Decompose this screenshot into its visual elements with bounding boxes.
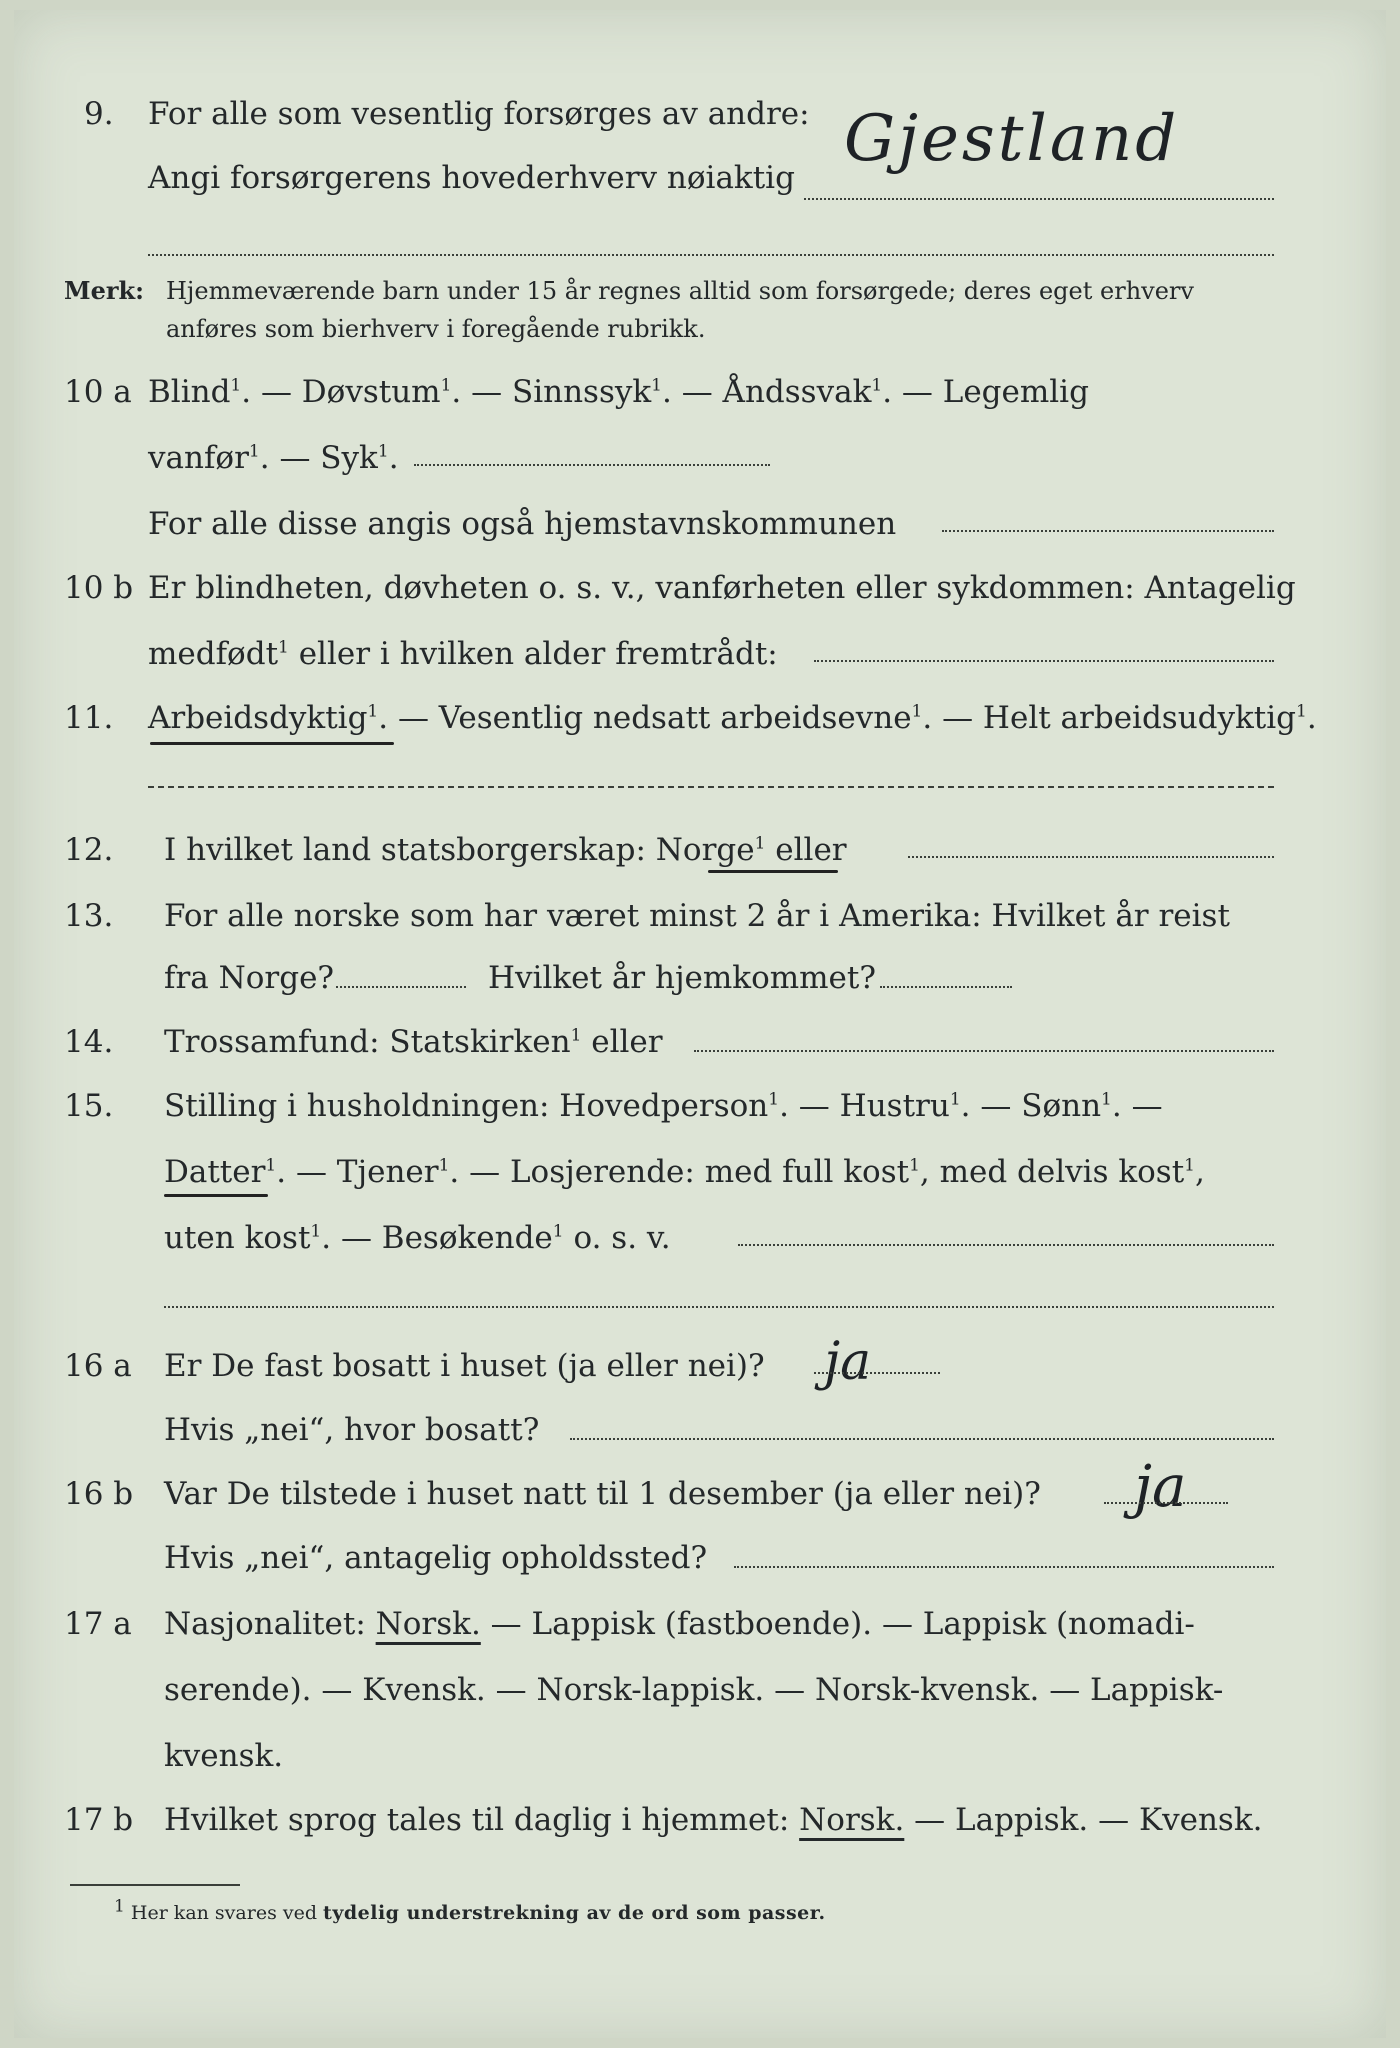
q15-line3: uten kost$^1$. — Besøkende$^1$ o. s. v.: [164, 1220, 671, 1256]
q16b-answer-line: [1104, 1502, 1228, 1504]
q15-number: 15.: [64, 1088, 114, 1124]
q13-hjemkommet-line: [880, 986, 1012, 988]
q16b-opholdssted-line: [734, 1566, 1274, 1568]
q17b-option-norsk[interactable]: Norsk.: [799, 1802, 905, 1838]
q9-number: 9.: [84, 96, 114, 132]
q9-answer-line: [804, 198, 1274, 200]
q9-extra-line: [148, 254, 1274, 256]
merk-line2: anføres som bierhverv i foregående rubrikk.: [166, 315, 706, 343]
q17a-line2: serende). — Kvensk. — Norsk-lappisk. — Norsk-kvensk. — Lappisk-: [164, 1672, 1224, 1708]
q17a-line1: Nasjonalitet: Norsk. — Lappisk (fastboende). — Lappisk (nomadi-: [164, 1606, 1195, 1642]
merk-line1: Hjemmeværende barn under 15 år regnes alltid som forsørgede; deres eget erhverv: [166, 277, 1194, 305]
q10b-line2: medfødt$^1$ eller i hvilken alder fremtrådt:: [148, 636, 778, 672]
q11-line: Arbeidsdyktig$^1$. — Vesentlig nedsatt arbeidsevne$^1$. — Helt arbeidsudyktig$^1$.: [148, 700, 1317, 736]
q16a-handwritten-answer[interactable]: ja: [824, 1332, 872, 1392]
q14-line: Trossamfund: Statskirken$^1$ eller: [164, 1024, 663, 1060]
q9-line1: For alle som vesentlig forsørges av andre:: [148, 96, 810, 132]
q9-line2: Angi forsørgerens hovederhverv nøiaktig: [148, 160, 795, 196]
q11-number: 11.: [64, 700, 114, 736]
q10a-hjemstavn-line: [942, 530, 1274, 532]
q15-underline-mark: [164, 1194, 268, 1197]
q15-line1: Stilling i husholdningen: Hovedperson$^1$. — Hustru$^1$. — Sønn$^1$. —: [164, 1088, 1163, 1124]
q11-extra-line: [148, 786, 1274, 788]
q10a-line3: For alle disse angis også hjemstavnskommunen: [148, 506, 897, 542]
q17b-line: Hvilket sprog tales til daglig i hjemmet: Norsk. — Lappisk. — Kvensk.: [164, 1802, 1263, 1838]
q14-number: 14.: [64, 1024, 114, 1060]
q12-number: 12.: [64, 832, 114, 868]
q11-option-arbeidsdyktig[interactable]: Arbeidsdyktig: [148, 700, 368, 736]
q16a-line2: Hvis „nei“, hvor bosatt?: [164, 1412, 540, 1448]
q16b-line2: Hvis „nei“, antagelig opholdssted?: [164, 1540, 708, 1576]
q15-extra-line: [164, 1306, 1274, 1308]
q13-number: 13.: [64, 898, 114, 934]
q16a-bosatt-line: [570, 1438, 1274, 1440]
q15-answer-line: [738, 1244, 1274, 1246]
q16b-handwritten-answer[interactable]: ja: [1134, 1452, 1187, 1520]
q14-option-statskirken[interactable]: Statskirken: [389, 1024, 571, 1060]
q17a-number: 17 a: [64, 1606, 132, 1642]
q16b-number: 16 b: [64, 1476, 134, 1512]
q17a-option-norsk[interactable]: Norsk.: [375, 1606, 481, 1642]
q16a-answer-line: [814, 1372, 940, 1374]
q10b-line1: Er blindheten, døvheten o. s. v., vanførheten eller sykdommen: Antagelig: [148, 570, 1296, 606]
footnote-rule: [70, 1884, 240, 1886]
q17a-line3: kvensk.: [164, 1738, 284, 1774]
q17b-number: 17 b: [64, 1802, 134, 1838]
footnote: 1 Her kan svares ved tydelig understrekning av de ord som passer.: [114, 1896, 826, 1924]
q12-answer-line: [908, 856, 1274, 858]
q10b-answer-line: [814, 660, 1274, 662]
q15-line2: Datter$^1$. — Tjener$^1$. — Losjerende: med full kost$^1$, med delvis kost$^1$,: [164, 1154, 1205, 1190]
q10b-number: 10 b: [64, 570, 134, 606]
q10a-number: 10 a: [64, 374, 132, 410]
merk-label: Merk:: [64, 276, 144, 305]
q10a-syk-line: [414, 464, 770, 466]
q10a-line2: vanfør$^1$. — Syk$^1$.: [148, 440, 399, 476]
q16a-number: 16 a: [64, 1348, 132, 1384]
q13-line2b: Hvilket år hjemkommet?: [488, 960, 876, 996]
q16a-line1: Er De fast bosatt i huset (ja eller nei)?: [164, 1348, 765, 1384]
q13-line2a: fra Norge?: [164, 960, 335, 996]
q16b-line1: Var De tilstede i huset natt til 1 desember (ja eller nei)?: [164, 1476, 1041, 1512]
census-form-page: [14, 10, 1386, 2038]
q12-option-norge[interactable]: Norge: [655, 832, 755, 868]
q10a-line1: Blind$^1$. — Døvstum$^1$. — Sinnssyk$^1$. — Åndssvak$^1$. — Legemlig: [148, 374, 1089, 410]
q13-line1: For alle norske som har været minst 2 år i Amerika: Hvilket år reist: [164, 898, 1230, 934]
q9-handwritten-answer[interactable]: Gjestland: [844, 102, 1180, 176]
q15-option-datter[interactable]: Datter: [164, 1154, 266, 1190]
q14-answer-line: [694, 1050, 1274, 1052]
q12-underline-mark: [708, 870, 838, 873]
q12-line: I hvilket land statsborgerskap: Norge$^1$ eller: [164, 832, 847, 868]
q11-underline-mark: [150, 742, 394, 745]
q13-reist-line: [336, 986, 466, 988]
